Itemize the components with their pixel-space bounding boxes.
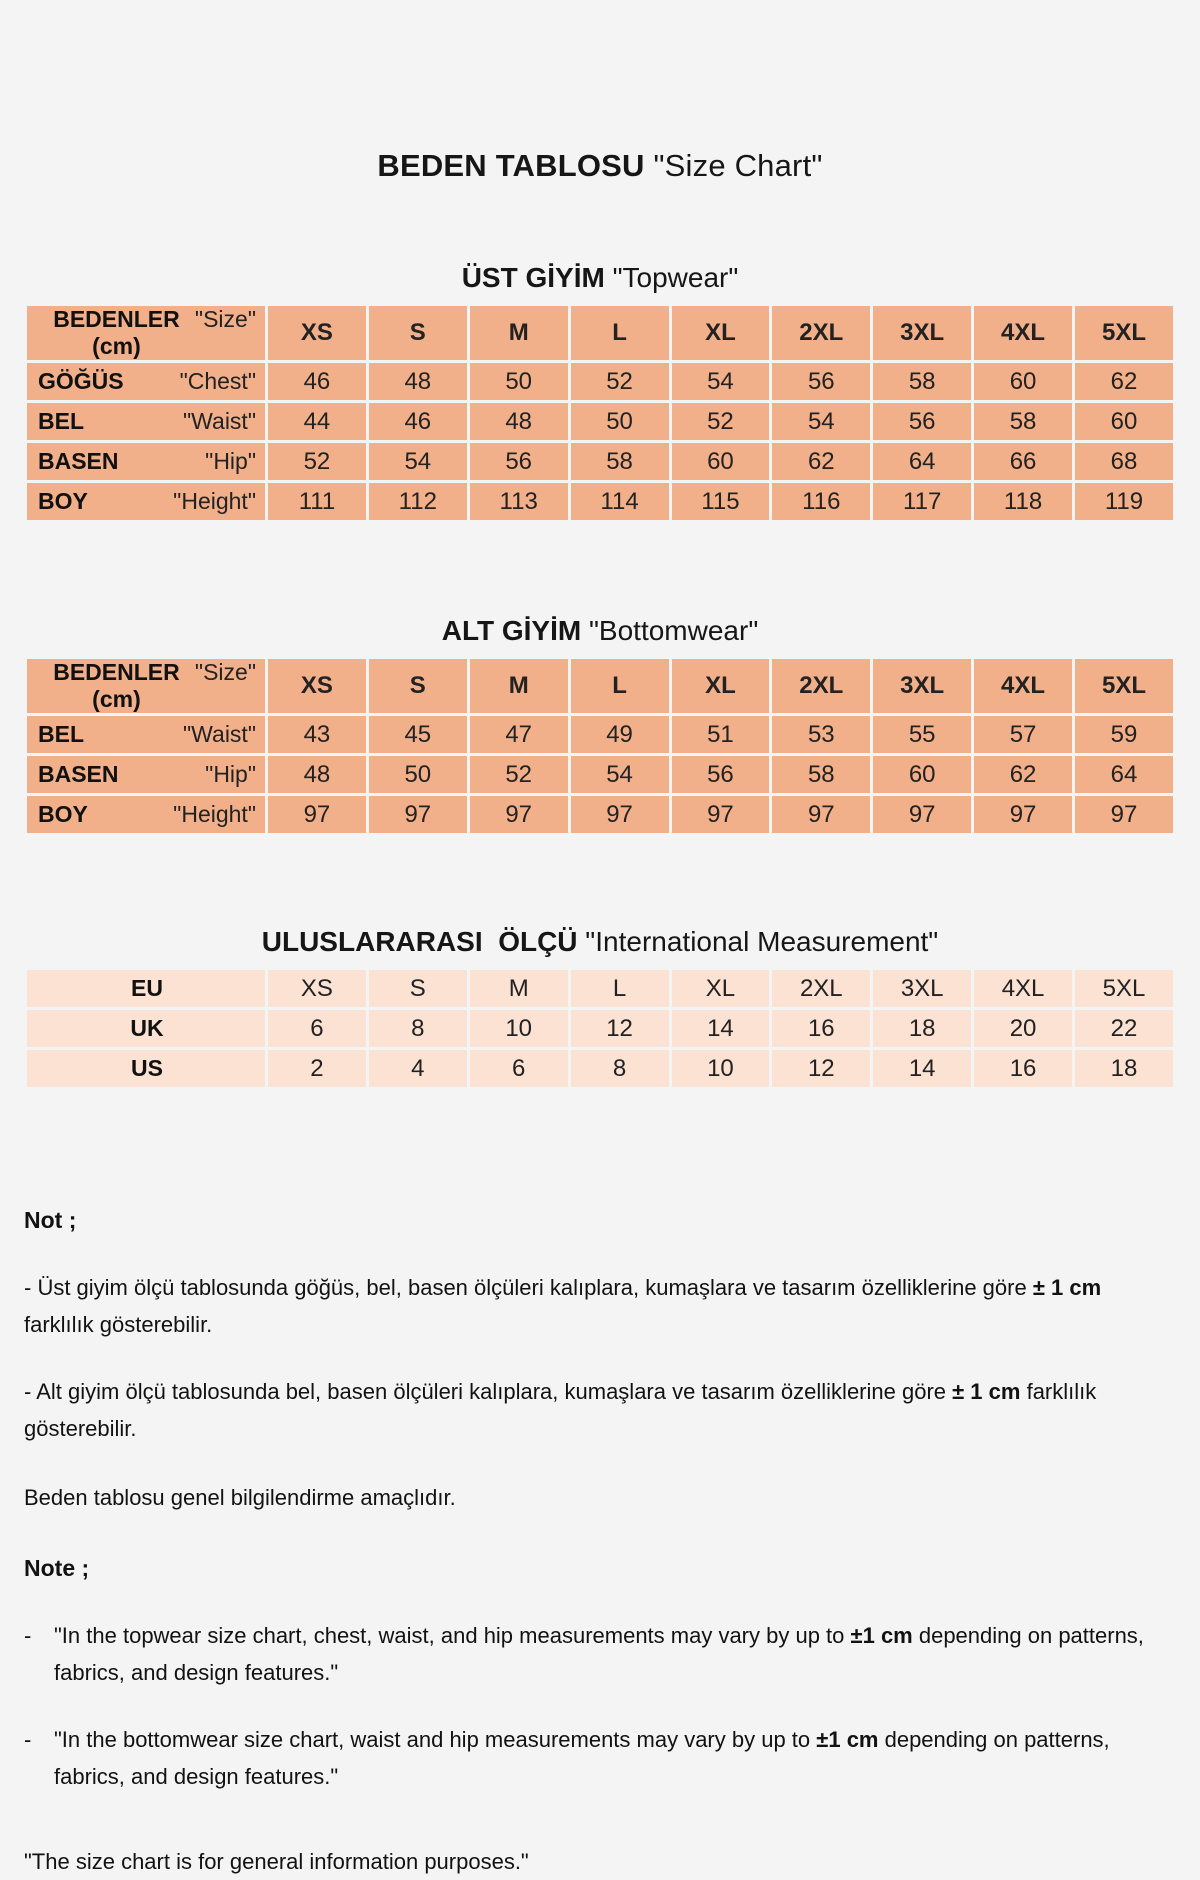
value-cell: 68 xyxy=(1075,443,1173,480)
bullet-text xyxy=(54,1617,1176,1691)
row-label-region: US xyxy=(131,1054,163,1081)
value-cell: 48 xyxy=(369,363,467,400)
bottomwear-header-row xyxy=(27,659,1173,713)
size-col-header: 3XL xyxy=(873,659,971,713)
topwear-heading xyxy=(24,262,1176,294)
table-row xyxy=(27,483,1173,520)
value-cell: 51 xyxy=(672,716,770,753)
international-heading-sub: "International Measurement" xyxy=(585,926,939,957)
note-text: "In the bottomwear size chart, waist and hip measurements may vary by up to xyxy=(54,1727,817,1752)
topwear-table xyxy=(24,303,1176,523)
row-label-en: "Size" xyxy=(194,659,256,685)
table-row xyxy=(27,363,1173,400)
row-label xyxy=(27,756,265,793)
value-cell: 2 xyxy=(268,1050,366,1087)
topwear-heading-main: ÜST GİYİM xyxy=(461,262,605,293)
value-cell: 64 xyxy=(873,443,971,480)
row-label-tr: BASEN xyxy=(38,761,119,787)
value-cell: 52 xyxy=(470,756,568,793)
value-cell: 60 xyxy=(974,363,1072,400)
value-cell: 50 xyxy=(470,363,568,400)
size-col-header: 3XL xyxy=(873,306,971,360)
value-cell: 97 xyxy=(1075,796,1173,833)
value-cell: 8 xyxy=(571,1050,669,1087)
value-cell: 115 xyxy=(672,483,770,520)
note-text-bold: ± 1 cm xyxy=(952,1379,1021,1404)
row-label-tr: BOY xyxy=(38,488,88,514)
note-en-general: "The size chart is for general information purposes." xyxy=(24,1849,529,1874)
value-cell: 10 xyxy=(470,1010,568,1047)
size-col-header: 5XL xyxy=(1075,659,1173,713)
value-cell: 62 xyxy=(974,756,1072,793)
value-cell: 52 xyxy=(672,403,770,440)
row-label-en: "Height" xyxy=(173,488,256,514)
bottomwear-heading-main: ALT GİYİM xyxy=(441,615,582,646)
notes-section xyxy=(24,1202,1176,1880)
value-cell: 56 xyxy=(470,443,568,480)
size-col-header: XL xyxy=(672,306,770,360)
value-cell: 97 xyxy=(873,796,971,833)
page-title-main: BEDEN TABLOSU xyxy=(377,148,645,183)
value-cell: 97 xyxy=(369,796,467,833)
row-label xyxy=(27,796,265,833)
row-label xyxy=(27,1050,265,1087)
size-col-header: M xyxy=(470,306,568,360)
size-col-header: L xyxy=(571,659,669,713)
value-cell: M xyxy=(470,970,568,1007)
note-en-bottomwear xyxy=(24,1721,1176,1795)
row-label xyxy=(27,363,265,400)
value-cell: 54 xyxy=(672,363,770,400)
table-row xyxy=(27,403,1173,440)
table-row xyxy=(27,756,1173,793)
value-cell: 59 xyxy=(1075,716,1173,753)
value-cell: 60 xyxy=(1075,403,1173,440)
value-cell: 47 xyxy=(470,716,568,753)
value-cell: 48 xyxy=(268,756,366,793)
row-label-en: "Waist" xyxy=(183,721,256,747)
table-row xyxy=(27,1010,1173,1047)
row-label-tr: BOY xyxy=(38,801,88,827)
row-label xyxy=(27,659,265,713)
value-cell: 97 xyxy=(772,796,870,833)
size-col-header: S xyxy=(369,306,467,360)
value-cell: 3XL xyxy=(873,970,971,1007)
value-cell: 14 xyxy=(873,1050,971,1087)
note-text: - Üst giyim ölçü tablosunda göğüs, bel, basen ölçüleri kalıplara, kumaşlara ve tasarım özelliklerine göre xyxy=(24,1275,1033,1300)
size-col-header: XS xyxy=(268,659,366,713)
value-cell: 12 xyxy=(571,1010,669,1047)
row-label-en: "Height" xyxy=(173,801,256,827)
value-cell: S xyxy=(369,970,467,1007)
note-text-bold: ± 1 cm xyxy=(1032,1275,1102,1300)
size-col-header: 2XL xyxy=(772,306,870,360)
size-col-header: 4XL xyxy=(974,659,1072,713)
bullet-dash: - xyxy=(24,1623,32,1648)
bullet-text xyxy=(54,1721,1176,1795)
value-cell: 4 xyxy=(369,1050,467,1087)
value-cell: 62 xyxy=(1075,363,1173,400)
value-cell: 97 xyxy=(268,796,366,833)
note-tr-general: Beden tablosu genel bilgilendirme amaçlıdır. xyxy=(24,1485,456,1510)
size-col-header: 2XL xyxy=(772,659,870,713)
note-text: "In the topwear size chart, chest, waist, and hip measurements may vary by up to xyxy=(54,1623,851,1648)
bottomwear-heading-sub: "Bottomwear" xyxy=(588,615,759,646)
value-cell: 112 xyxy=(369,483,467,520)
value-cell: 54 xyxy=(369,443,467,480)
value-cell: 18 xyxy=(873,1010,971,1047)
value-cell: 12 xyxy=(772,1050,870,1087)
value-cell: 56 xyxy=(772,363,870,400)
value-cell: 97 xyxy=(571,796,669,833)
row-label-tr: BASEN xyxy=(38,448,119,474)
value-cell: 14 xyxy=(672,1010,770,1047)
value-cell: 50 xyxy=(369,756,467,793)
value-cell: 4XL xyxy=(974,970,1072,1007)
notes-tr-heading: Not ; xyxy=(24,1207,77,1233)
value-cell: 5XL xyxy=(1075,970,1173,1007)
note-en-topwear xyxy=(24,1617,1176,1691)
value-cell: XS xyxy=(268,970,366,1007)
row-label-region: EU xyxy=(131,974,163,1001)
value-cell: 62 xyxy=(772,443,870,480)
table-row xyxy=(27,796,1173,833)
table-row xyxy=(27,716,1173,753)
size-col-header: M xyxy=(470,659,568,713)
row-label xyxy=(27,716,265,753)
note-text: farklılık gösterebilir. xyxy=(24,1312,213,1337)
value-cell: 43 xyxy=(268,716,366,753)
value-cell: 117 xyxy=(873,483,971,520)
value-cell: 8 xyxy=(369,1010,467,1047)
value-cell: 50 xyxy=(571,403,669,440)
value-cell: 97 xyxy=(974,796,1072,833)
bullet-dash: - xyxy=(24,1727,32,1752)
value-cell: 111 xyxy=(268,483,366,520)
row-label-tr: BEDENLER (cm) xyxy=(53,306,180,359)
size-col-header: XL xyxy=(672,659,770,713)
value-cell: 6 xyxy=(470,1050,568,1087)
topwear-heading-sub: "Topwear" xyxy=(612,262,739,293)
row-label-en: "Waist" xyxy=(183,408,256,434)
note-text: - Alt giyim ölçü tablosunda bel, basen ölçüleri kalıplara, kumaşlara ve tasarım özelliklerine göre xyxy=(24,1379,953,1404)
note-text: depending on patterns, fabrics, and design features." xyxy=(54,1727,1110,1789)
value-cell: 54 xyxy=(571,756,669,793)
value-cell: 52 xyxy=(268,443,366,480)
note-text-bold: ±1 cm xyxy=(816,1727,879,1752)
value-cell: 119 xyxy=(1075,483,1173,520)
value-cell: 118 xyxy=(974,483,1072,520)
international-heading xyxy=(24,926,1176,958)
row-label xyxy=(27,1010,265,1047)
topwear-header-row xyxy=(27,306,1173,360)
value-cell: 97 xyxy=(672,796,770,833)
value-cell: 64 xyxy=(1075,756,1173,793)
row-label-tr: BEL xyxy=(38,721,84,747)
size-col-header: XS xyxy=(268,306,366,360)
note-tr-topwear xyxy=(24,1269,1176,1343)
value-cell: 58 xyxy=(571,443,669,480)
notes-en-heading: Note ; xyxy=(24,1555,90,1581)
value-cell: 22 xyxy=(1075,1010,1173,1047)
value-cell: 57 xyxy=(974,716,1072,753)
value-cell: 53 xyxy=(772,716,870,753)
value-cell: 16 xyxy=(772,1010,870,1047)
value-cell: 20 xyxy=(974,1010,1072,1047)
value-cell: 18 xyxy=(1075,1050,1173,1087)
value-cell: 49 xyxy=(571,716,669,753)
row-label xyxy=(27,970,265,1007)
value-cell: 58 xyxy=(772,756,870,793)
value-cell: 55 xyxy=(873,716,971,753)
row-label xyxy=(27,306,265,360)
value-cell: 48 xyxy=(470,403,568,440)
table-row xyxy=(27,1050,1173,1087)
value-cell: 114 xyxy=(571,483,669,520)
value-cell: 10 xyxy=(672,1050,770,1087)
value-cell: 58 xyxy=(873,363,971,400)
note-text-bold: ±1 cm xyxy=(850,1623,913,1648)
size-col-header: 5XL xyxy=(1075,306,1173,360)
row-label-en: "Chest" xyxy=(179,368,256,394)
value-cell: 44 xyxy=(268,403,366,440)
bottomwear-heading xyxy=(24,615,1176,647)
table-row xyxy=(27,970,1173,1007)
row-label-tr: BEL xyxy=(38,408,84,434)
value-cell: 54 xyxy=(772,403,870,440)
page-title-sub: "Size Chart" xyxy=(653,148,823,183)
note-tr-bottomwear xyxy=(24,1373,1176,1447)
value-cell: 2XL xyxy=(772,970,870,1007)
value-cell: 56 xyxy=(672,756,770,793)
value-cell: 45 xyxy=(369,716,467,753)
value-cell: 6 xyxy=(268,1010,366,1047)
page-title xyxy=(24,148,1176,184)
row-label xyxy=(27,443,265,480)
row-label xyxy=(27,483,265,520)
international-table xyxy=(24,967,1176,1090)
value-cell: 46 xyxy=(268,363,366,400)
note-text: farklılık gösterebilir. xyxy=(24,1379,1097,1441)
row-label xyxy=(27,403,265,440)
value-cell: XL xyxy=(672,970,770,1007)
table-row xyxy=(27,443,1173,480)
value-cell: 46 xyxy=(369,403,467,440)
row-label-en: "Hip" xyxy=(205,448,256,474)
row-label-en: "Hip" xyxy=(205,761,256,787)
value-cell: 113 xyxy=(470,483,568,520)
size-col-header: S xyxy=(369,659,467,713)
value-cell: 56 xyxy=(873,403,971,440)
note-text: depending on patterns, fabrics, and design features." xyxy=(54,1623,1144,1685)
value-cell: 60 xyxy=(873,756,971,793)
size-col-header: L xyxy=(571,306,669,360)
size-col-header: 4XL xyxy=(974,306,1072,360)
value-cell: 66 xyxy=(974,443,1072,480)
international-heading-main: ULUSLARARASI ÖLÇÜ xyxy=(261,926,578,957)
value-cell: 52 xyxy=(571,363,669,400)
value-cell: 97 xyxy=(470,796,568,833)
value-cell: 58 xyxy=(974,403,1072,440)
row-label-en: "Size" xyxy=(194,306,256,332)
value-cell: L xyxy=(571,970,669,1007)
row-label-region: UK xyxy=(130,1014,164,1041)
value-cell: 60 xyxy=(672,443,770,480)
value-cell: 116 xyxy=(772,483,870,520)
row-label-tr: BEDENLER (cm) xyxy=(53,659,180,712)
row-label-tr: GÖĞÜS xyxy=(38,368,124,394)
value-cell: 16 xyxy=(974,1050,1072,1087)
bottomwear-table xyxy=(24,656,1176,836)
